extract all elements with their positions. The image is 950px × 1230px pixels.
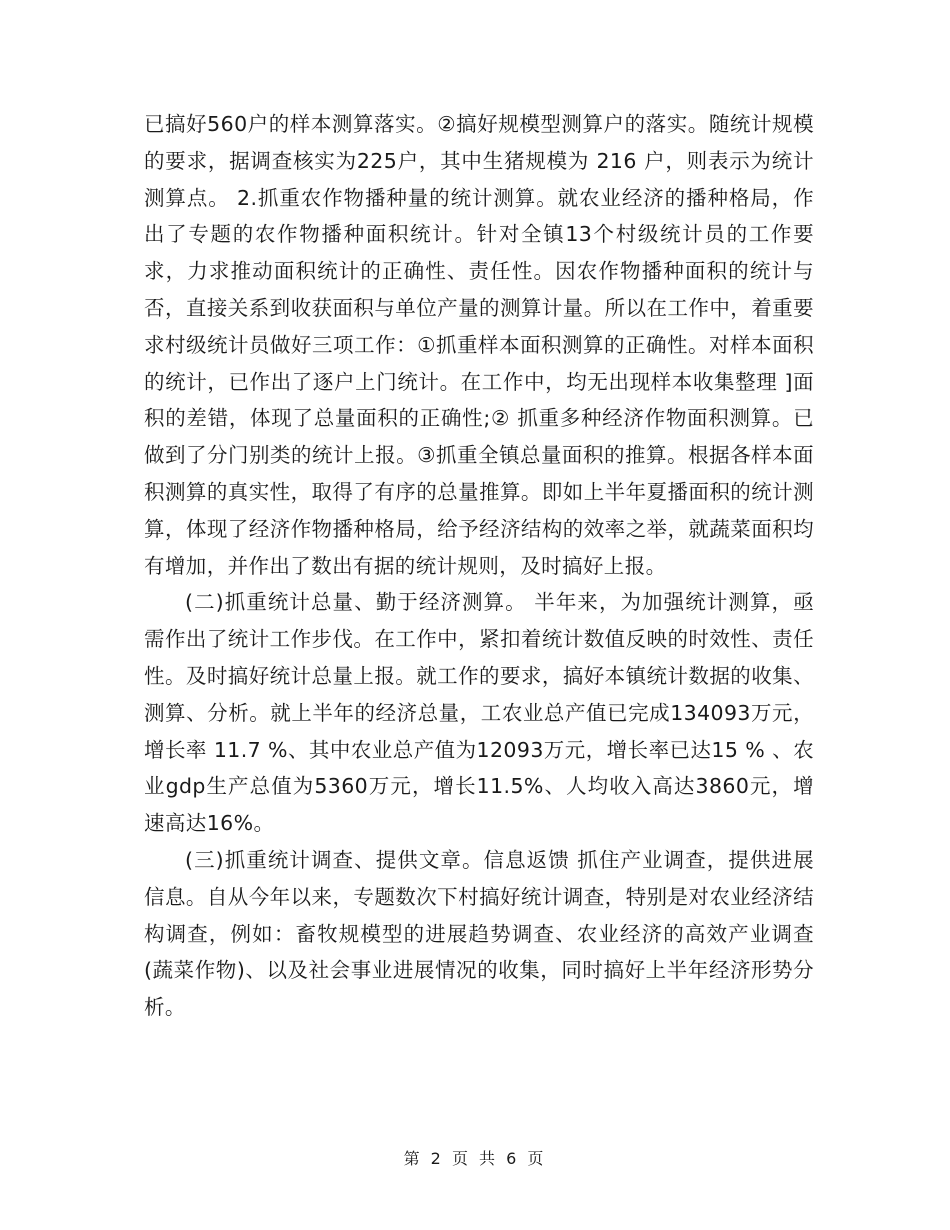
document-body [144, 106, 814, 1026]
paragraph-statistical-totals: (二)抓重统计总量、勤于经济测算。 半年来，为加强统计测算，亟需作出了统计工作步伐。在工作中，紧扣着统计数值反映的时效性、责任性。及时搞好统计总量上报。就工作的要求，搞好本镇统计数据的收集、测算、分析。就上半年的经济总量，工农业总产值已完成134093万元，增长率 11.7 %、其中农业总产值为12093万元，增长率已达15 % 、农业gdp生产总值为5360万元，增长11.5%、人均收入高达3860元，增速高达16%。 [144, 590, 814, 836]
paragraph-sample-survey: 已搞好560户的样本测算落实。②搞好规模型测算户的落实。随统计规模的要求，据调查核实为225户，其中生猪规模为 216 户，则表示为统计测算点。 2.抓重农作物播种量的统计测算。就农业经济的播种格局，作出了专题的农作物播种面积统计。针对全镇13个村级统计员的工作要求，力求推动面积统计的正确性、责任性。因农作物播种面积的统计与否，直接关系到收获面积与单位产量的测算计量。所以在工作中，着重要求村级统计员做好三项工作：①抓重样本面积测算的正确性。对样本面积的统计，已作出了逐户上门统计。在工作中，均无出现样本收集整理 ]面积的差错，体现了总量面积的正确性;② 抓重多种经济作物面积测算。已做到了分门别类的统计上报。③抓重全镇总量面积的推算。根据各样本面积测算的真实性，取得了有序的总量推算。即如上半年夏播面积的统计测算，体现了经济作物播种格局，给予经济结构的效率之举，就蔬菜面积均有增加，并作出了数出有据的统计规则，及时搞好上报。 [144, 112, 814, 578]
page-number-footer: 第 2 页 共 6 页 [403, 1149, 547, 1168]
paragraph-statistical-survey: (三)抓重统计调查、提供文章。信息返馈 抓住产业调查，提供进展信息。自从今年以来，专题数次下村搞好统计调查，特别是对农业经济结构调查，例如：畜牧规模型的进展趋势调查、农业经济的高效产业调查(蔬菜作物)、以及社会事业进展情况的收集，同时搞好上半年经济形势分析。 [144, 847, 814, 1020]
